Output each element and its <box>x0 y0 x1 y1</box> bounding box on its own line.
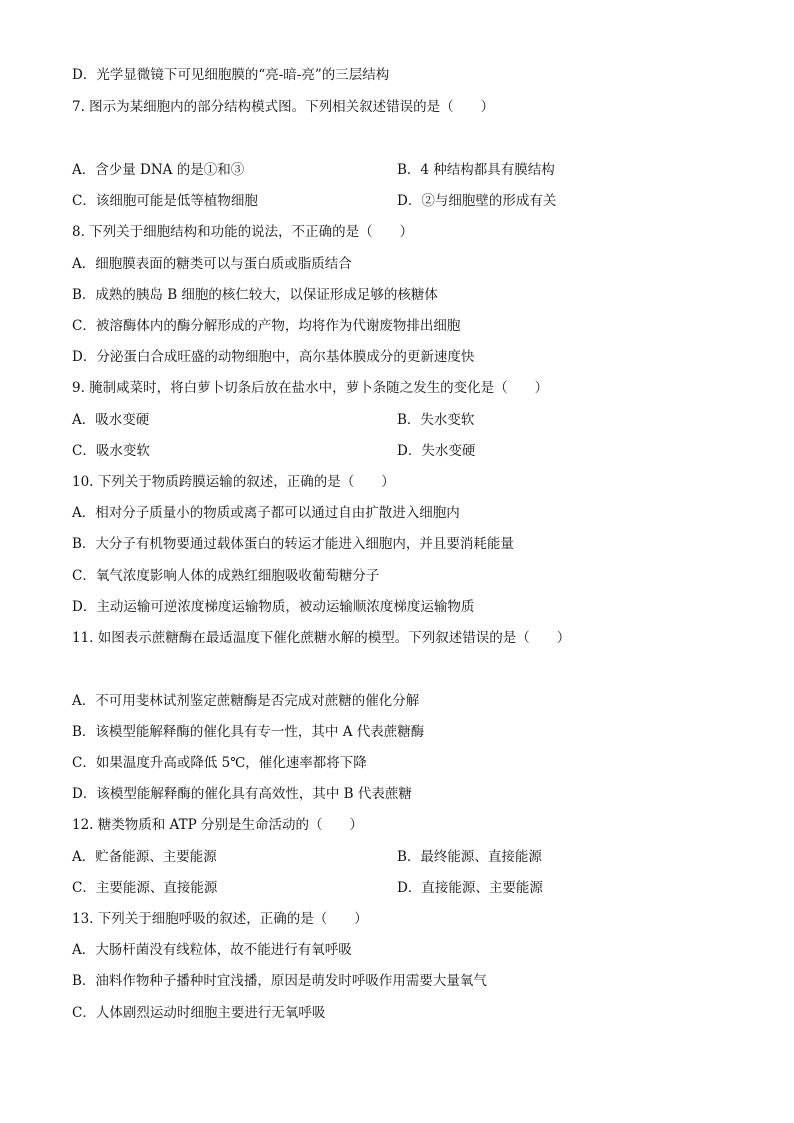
q8-option-a: A．细胞膜表面的糖类可以与蛋白质或脂质结合 <box>72 256 352 272</box>
q9-option-a: A．吸水变硬 <box>72 412 150 428</box>
q10-option-a: A．相对分子质量小的物质或离子都可以通过自由扩散进入细胞内 <box>72 505 460 521</box>
q10-stem: 10. 下列关于物质跨膜运输的叙述，正确的是（ ） <box>72 474 395 490</box>
q8-option-c: C．被溶酶体内的酶分解形成的产物，均将作为代谢废物排出细胞 <box>72 318 461 334</box>
q11-stem: 11. 如图表示蔗糖酶在最适温度下催化蔗糖水解的模型。下列叙述错误的是（ ） <box>72 630 571 646</box>
q11-option-c: C．如果温度升高或降低 5℃，催化速率都将下降 <box>72 755 367 771</box>
q13-option-b: B．油料作物种子播种时宜浅播，原因是萌发时呼吸作用需要大量氧气 <box>72 973 487 989</box>
q11-option-b: B．该模型能解释酶的催化具有专一性，其中 A 代表蔗糖酶 <box>72 724 425 740</box>
q7-option-a: A．含少量 DNA 的是①和③ <box>72 162 245 178</box>
q12-option-c: C．主要能源、直接能源 <box>72 880 218 896</box>
q12-option-a: A．贮备能源、主要能源 <box>72 849 217 865</box>
q11-option-a: A．不可用斐林试剂鉴定蔗糖酶是否完成对蔗糖的催化分解 <box>72 693 420 709</box>
q13-option-a: A．大肠杆菌没有线粒体，故不能进行有氧呼吸 <box>72 942 352 958</box>
q7-stem: 7. 图示为某细胞内的部分结构模式图。下列相关叙述错误的是（ ） <box>72 99 495 115</box>
q8-stem: 8. 下列关于细胞结构和功能的说法，不正确的是（ ） <box>72 224 414 240</box>
q9-option-b: B．失水变软 <box>397 412 475 428</box>
q8-option-d: D．分泌蛋白合成旺盛的动物细胞中，高尔基体膜成分的更新速度快 <box>72 349 475 365</box>
q8-option-b: B．成熟的胰岛 B 细胞的核仁较大，以保证形成足够的核糖体 <box>72 287 438 303</box>
q12-option-b: B．最终能源、直接能源 <box>397 849 542 865</box>
q9-stem: 9. 腌制咸菜时，将白萝卜切条后放在盐水中，萝卜条随之发生的变化是（ ） <box>72 380 549 396</box>
q12-option-d: D．直接能源、主要能源 <box>397 880 543 896</box>
q13-stem: 13. 下列关于细胞呼吸的叙述，正确的是（ ） <box>72 911 368 927</box>
q13-option-c: C．人体剧烈运动时细胞主要进行无氧呼吸 <box>72 1005 326 1021</box>
q6-option-d: D．光学显微镜下可见细胞膜的“亮-暗-亮”的三层结构 <box>72 67 390 83</box>
q7-option-c: C．该细胞可能是低等植物细胞 <box>72 193 258 209</box>
q10-option-b: B．大分子有机物要通过载体蛋白的转运才能进入细胞内，并且要消耗能量 <box>72 536 514 552</box>
q9-option-c: C．吸水变软 <box>72 443 150 459</box>
q10-option-c: C．氧气浓度影响人体的成熟红细胞吸收葡萄糖分子 <box>72 568 380 584</box>
q10-option-d: D．主动运输可逆浓度梯度运输物质，被动运输顺浓度梯度运输物质 <box>72 599 475 615</box>
q9-option-d: D．失水变硬 <box>397 443 476 459</box>
q12-stem: 12. 糖类物质和 ATP 分别是生命活动的（ ） <box>72 817 363 833</box>
q7-option-d: D．②与细胞壁的形成有关 <box>397 193 557 209</box>
q7-option-b: B．4 种结构都具有膜结构 <box>397 162 555 178</box>
q11-option-d: D．该模型能解释酶的催化具有高效性，其中 B 代表蔗糖 <box>72 786 412 802</box>
